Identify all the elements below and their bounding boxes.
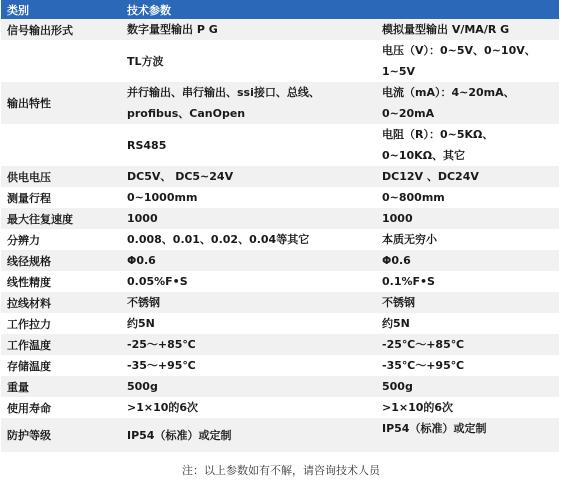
table-row (1, 229, 559, 250)
row-label: 供电电压 (1, 166, 121, 187)
row-digital-value: 约5N (121, 313, 376, 334)
row-digital-value: DC5V、 DC5~24V (121, 166, 376, 187)
row-label: 工作拉力 (1, 313, 121, 334)
row-digital-value: 500g (121, 376, 376, 397)
row-label: 线径规格 (1, 250, 121, 271)
header-category: 类别 (1, 0, 121, 19)
header-params: 技术参数 (121, 0, 559, 19)
row-label: 信号输出形式 (1, 19, 121, 40)
table-body (1, 19, 559, 452)
row-analog-value: Φ0.6 (376, 250, 559, 271)
row-digital-value: IP54（标准）或定制 (121, 418, 376, 452)
row-digital-value: RS485 (121, 124, 376, 166)
row-analog-value: -35℃～+95℃ (376, 355, 559, 376)
table-row (1, 40, 559, 82)
row-label: 最大往复速度 (1, 208, 121, 229)
table-header-row (1, 0, 559, 19)
table-row (1, 19, 559, 40)
row-label: 防护等级 (1, 418, 121, 452)
row-label: 存储温度 (1, 355, 121, 376)
row-analog-value: 约5N (376, 313, 559, 334)
row-analog-value: 电流（mA）：4~20mA、 0~20mA (376, 82, 559, 124)
row-digital-value: -35～+95℃ (121, 355, 376, 376)
table-row (1, 208, 559, 229)
row-analog-value: 模拟量型输出 V/MA/R G (376, 19, 559, 40)
row-digital-value: -25～+85℃ (121, 334, 376, 355)
row-label: 使用寿命 (1, 397, 121, 418)
row-digital-value: 不锈钢 (121, 292, 376, 313)
row-label: 测量行程 (1, 187, 121, 208)
table-row (1, 271, 559, 292)
table-row (1, 187, 559, 208)
footnote: 注：以上参数如有不解，请咨询技术人员 (182, 464, 380, 477)
row-digital-value: TL方波 (121, 40, 376, 82)
row-analog-value: 本质无穷小 (376, 229, 559, 250)
row-analog-value: >1×10的6次 (376, 397, 559, 418)
row-label: 工作温度 (1, 334, 121, 355)
row-analog-value: 不锈钢 (376, 292, 559, 313)
row-label (1, 124, 121, 166)
row-label: 分辨力 (1, 229, 121, 250)
table-row (1, 250, 559, 271)
row-analog-value: -25℃～+85℃ (376, 334, 559, 355)
row-label: 拉线材料 (1, 292, 121, 313)
row-digital-value: >1×10的6次 (121, 397, 376, 418)
row-label: 重量 (1, 376, 121, 397)
row-digital-value: 0.008、0.01、0.02、0.04等其它 (121, 229, 376, 250)
row-digital-value: 1000 (121, 208, 376, 229)
row-label: 输出特性 (1, 82, 121, 124)
table-row (1, 166, 559, 187)
table-row (1, 82, 559, 124)
row-label: 线性精度 (1, 271, 121, 292)
row-analog-value: 0.1%F•S (376, 271, 559, 292)
row-analog-value: 0~800mm (376, 187, 559, 208)
row-analog-value: DC12V 、DC24V (376, 166, 559, 187)
table-row (1, 397, 559, 418)
table-row (1, 313, 559, 334)
row-analog-value: 电阻（R）：0~5KΩ、 0~10KΩ、其它 (376, 124, 559, 166)
row-analog-value: 电压（V）：0~5V、0~10V、 1~5V (376, 40, 559, 82)
table-row (1, 124, 559, 166)
table-row (1, 418, 559, 452)
table-row (1, 355, 559, 376)
table-row (1, 376, 559, 397)
row-label (1, 40, 121, 82)
table-row (1, 334, 559, 355)
table-row (1, 292, 559, 313)
row-digital-value: 0.05%F•S (121, 271, 376, 292)
row-digital-value: 数字量型输出 P G (121, 19, 376, 40)
row-digital-value: 0~1000mm (121, 187, 376, 208)
row-analog-value: IP54（标准）或定制 (376, 418, 559, 452)
row-analog-value: 1000 (376, 208, 559, 229)
row-analog-value: 500g (376, 376, 559, 397)
row-digital-value: 并行输出、串行输出、ssi接口、总线、 profibus、CanOpen (121, 82, 376, 124)
row-digital-value: Φ0.6 (121, 250, 376, 271)
spec-table (1, 0, 559, 452)
